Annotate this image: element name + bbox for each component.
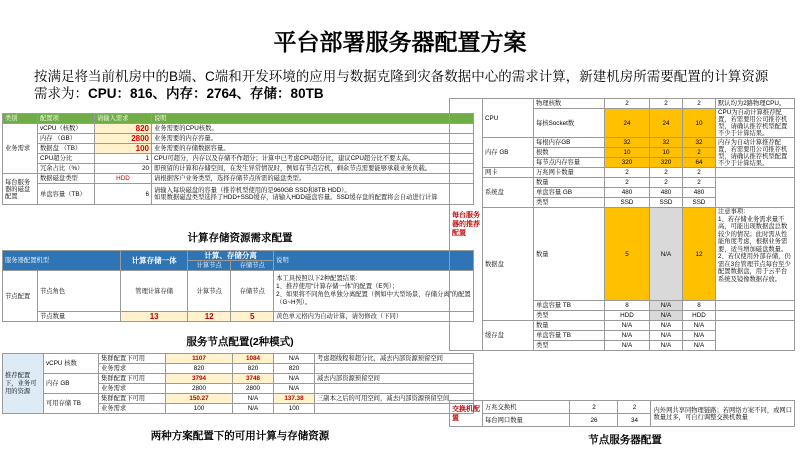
- t4-val: 2: [605, 168, 650, 178]
- t1-group: 每台服务器的磁盘配置: [3, 174, 38, 205]
- t3-key: 可用存储 TB: [44, 394, 99, 414]
- intro-requirement: CPU：816、内存：2764、存储：80TB: [88, 86, 324, 101]
- t1-header: 说明: [152, 114, 474, 124]
- t4-val: 2: [650, 99, 683, 109]
- t3-sub: 业务需求: [99, 404, 166, 414]
- t3-sub: 集群配置下可用: [99, 374, 166, 384]
- t4-desc: 内外网共享同物理链路；若网络方案不同，或网口数量过多，可自行调整交换机数量: [651, 401, 795, 427]
- t3-val: 820: [166, 364, 233, 374]
- t2-role: 管理计算存储: [121, 271, 188, 312]
- t4-val: HDD: [683, 311, 716, 321]
- t4-cat: CPU: [483, 99, 534, 138]
- t4-key: 单盘容量 TB: [534, 331, 605, 341]
- available-resources-table: [2, 353, 474, 414]
- t3-key: 内存 GB: [44, 374, 99, 394]
- t4-val: 34: [618, 414, 651, 427]
- t4-val: 64: [683, 158, 716, 168]
- t4-val: 2: [683, 148, 716, 158]
- t4-note-line: 1、若存储业务需求量不高，可能出现数据盘总数较少的情况；此时需从性能角度考虑，根据业务需要，适当增加磁盘数量。: [718, 215, 788, 253]
- t3-val: 820: [274, 364, 315, 374]
- t4-val: N/A: [650, 301, 683, 311]
- node-config-table: [2, 250, 474, 322]
- t3-val: 100: [166, 404, 233, 414]
- t3-desc: 三副本之后的可用空间，减去内部资源预留空间: [315, 394, 474, 404]
- t1-value[interactable]: 20: [95, 164, 152, 174]
- t3-val: 137.38: [274, 394, 315, 404]
- t2-subheader: 计算节点: [188, 261, 231, 271]
- t1-desc: 业务需要的存储数据容量。: [152, 144, 474, 154]
- t1-desc: 业务需要的CPU核数。: [152, 124, 474, 134]
- t1-item: 冗余占比（%）: [38, 164, 95, 174]
- t2-label: 节点数量: [38, 312, 121, 322]
- t4-desc: [716, 168, 795, 178]
- t4-val: 8: [605, 301, 650, 311]
- t4-val: 480: [650, 188, 683, 198]
- t3-val: N/A: [274, 374, 315, 384]
- t2-count: 12: [188, 312, 231, 322]
- t3-val: 100: [274, 404, 315, 414]
- t4-val: SSD: [605, 198, 650, 208]
- t4-key: 万兆网卡数量: [534, 168, 605, 178]
- t4-key: 根数: [534, 148, 605, 158]
- t1-item: vCPU（核数）: [38, 124, 95, 134]
- t3-val: 150.27: [166, 394, 233, 404]
- t2-role: 计算节点: [188, 271, 231, 312]
- t4-key: 每台网口数量: [483, 414, 570, 427]
- t4-val: 320: [605, 158, 650, 168]
- t4-key: 类型: [534, 198, 605, 208]
- t4-key: 数量: [534, 321, 605, 331]
- t2-header: 计算存储一体: [121, 251, 188, 271]
- t4-val: 32: [605, 138, 650, 148]
- t2-subheader: 存储节点: [231, 261, 274, 271]
- resource-requirement-table: [2, 113, 474, 205]
- t3-caption: 两种方案配置下的可用计算与存储资源: [150, 430, 330, 442]
- t4-val: N/A: [683, 341, 716, 351]
- t2-desc: [274, 271, 474, 312]
- t3-val: N/A: [274, 384, 315, 394]
- t4-val: HDD: [605, 311, 650, 321]
- t4-val: 2: [683, 99, 716, 109]
- t1-desc-line: 请输入每块磁盘的容量（推荐机型使用的是960GB SSD和8TB HDD）。: [154, 187, 351, 194]
- page-title: 平台部署服务器配置方案: [273, 29, 527, 55]
- t1-desc: 即预留的计算和存储空间，在发生异常情况时，例如有节点宕机，剩余节点需要能够承载业务负载。: [152, 164, 474, 174]
- t1-desc: [152, 184, 474, 205]
- t4-cat: 网卡: [483, 168, 534, 178]
- t3-val: 3748: [233, 374, 274, 384]
- t3-sub: 集群配置下可用: [99, 394, 166, 404]
- t1-value[interactable]: HDD: [95, 174, 152, 184]
- t4-key: 数量: [534, 208, 605, 301]
- t4-caption: 节点服务器配置: [588, 434, 662, 446]
- t4-desc: 默认均为2路物理CPU。: [716, 99, 795, 109]
- t4-note-line: 注意事项：: [718, 208, 750, 215]
- t4-val: 10: [683, 109, 716, 138]
- t4-key: 每核Socket数: [534, 109, 605, 138]
- t1-header: 请输入需求: [95, 114, 152, 124]
- t4-val: 480: [683, 188, 716, 198]
- t4-val: 2: [570, 401, 618, 414]
- t4-val: N/A: [650, 341, 683, 351]
- t2-desc-line: 本工具按照以下2种配置结果:: [276, 275, 357, 282]
- t4-key: 类型: [534, 311, 605, 321]
- t2-header: 说明: [274, 251, 474, 271]
- t4-val: N/A: [650, 208, 683, 301]
- t4-val: 32: [650, 138, 683, 148]
- t3-val: 3794: [166, 374, 233, 384]
- t3-val: 1107: [166, 354, 233, 364]
- t4-side-label: 每台服务器的推荐配置: [450, 99, 483, 351]
- t4-side2-label: 交换机配置: [450, 401, 483, 427]
- t1-caption: 计算存储资源需求配置: [187, 232, 293, 244]
- t4-desc: [716, 311, 795, 321]
- t4-val: N/A: [605, 331, 650, 341]
- t4-cat: 缓存盘: [483, 321, 534, 351]
- t3-key: vCPU 核数: [44, 354, 99, 374]
- t3-val: N/A: [233, 394, 274, 404]
- t2-count: 13: [121, 312, 188, 322]
- t4-desc: 内存为自动计算推荐配置，若需要用公司推荐机型，请确认推荐机型配置不少于计算结果。: [716, 138, 795, 168]
- t4-val: N/A: [650, 311, 683, 321]
- t1-group: 业务需求: [3, 124, 38, 174]
- t1-value[interactable]: 820: [95, 124, 152, 134]
- t4-key: 万兆交换机: [483, 401, 570, 414]
- t3-desc: 考虑超线程和超分比，减去内部资源预留空间: [315, 354, 474, 364]
- t2-header: 服务器配置机型: [3, 251, 121, 271]
- t4-cat: 系统盘: [483, 178, 534, 208]
- t4-desc: [716, 178, 795, 208]
- t4-val: N/A: [605, 321, 650, 331]
- t4-val: 5: [605, 208, 650, 301]
- t1-item: 数据盘 （TB）: [38, 144, 95, 154]
- t4-val: N/A: [605, 341, 650, 351]
- t1-item: CPU超分比: [38, 154, 95, 164]
- t4-val: N/A: [683, 331, 716, 341]
- t2-note: 黄色单元格内为自动计算，请勿修改（下同）: [274, 312, 474, 322]
- t4-key: 每根内存GB: [534, 138, 605, 148]
- t4-notes: [716, 208, 795, 301]
- t4-val: 2: [605, 178, 650, 188]
- t3-val: N/A: [233, 404, 274, 414]
- t3-val: 2800: [166, 384, 233, 394]
- t4-val: 2: [650, 178, 683, 188]
- intro-text: 按满足将当前机房中的B端、C端和开发环境的应用与数据克隆到灾备数据中心的需求计算，新建机房所需要配置的计算资源需求为：: [34, 69, 769, 101]
- t4-val: 2: [605, 99, 650, 109]
- t1-value[interactable]: 1: [95, 154, 152, 164]
- t3-val: 820: [233, 364, 274, 374]
- t4-key: 数量: [534, 178, 605, 188]
- t4-val: N/A: [650, 321, 683, 331]
- t3-group: 推荐配置下，业务可用的资源: [3, 354, 44, 414]
- t1-value[interactable]: 100: [95, 144, 152, 154]
- t4-key: 单盘容量 TB: [534, 301, 605, 311]
- t4-key: 物理核数: [534, 99, 605, 109]
- t1-desc: 请根据客户业务类型，选择存储节点所需的磁盘类型。: [152, 174, 474, 184]
- server-config-table: [449, 98, 795, 351]
- t4-val: N/A: [650, 331, 683, 341]
- t2-desc-line: 2、如果将不同角色单独分离配置（例如中大型场景，存储分离”的配置（G~H列）。: [276, 291, 471, 306]
- t1-item: 单盘容量（TB）: [38, 184, 95, 205]
- t1-value[interactable]: 2800: [95, 134, 152, 144]
- t4-cat: 数据盘: [483, 208, 534, 321]
- t1-header: 配置项: [38, 114, 95, 124]
- intro-paragraph: [34, 68, 779, 102]
- t4-val: N/A: [683, 321, 716, 331]
- t4-desc: [716, 321, 795, 351]
- t4-key: 单盘容量 GB: [534, 188, 605, 198]
- t4-val: 10: [605, 148, 650, 158]
- t3-sub: 业务需求: [99, 364, 166, 374]
- t2-header: 计算、存储分离: [188, 251, 274, 261]
- t2-desc-line: 1、推荐使用“计算存储一体”的配置（E列）；: [276, 283, 399, 290]
- t3-val: 2800: [233, 384, 274, 394]
- t4-val: SSD: [683, 198, 716, 208]
- t4-val: 10: [650, 148, 683, 158]
- t2-count: 5: [231, 312, 274, 322]
- t4-key: 类型: [534, 341, 605, 351]
- t1-item: 数据磁盘类型: [38, 174, 95, 184]
- t4-val: 2: [683, 168, 716, 178]
- t3-val: 1084: [233, 354, 274, 364]
- t4-note-line: 2、若仅使用外部存储，仍需在3台管理节点每台至少配置数据盘，用于云平台系统及镜像数据存放。: [718, 253, 791, 283]
- t4-desc: CPU为自动计算推荐配置，若需要用公司推荐机型，请确认推荐机型配置不少于计算结果。: [716, 109, 795, 138]
- t3-sub: 业务需求: [99, 384, 166, 394]
- t4-val: 2: [618, 401, 651, 414]
- t1-item: 内存 （GB）: [38, 134, 95, 144]
- t4-val: 26: [570, 414, 618, 427]
- t4-cat: 内存 GB: [483, 138, 534, 168]
- t2-role: 存储节点: [231, 271, 274, 312]
- t1-desc-line: 如果数据磁盘类型选择了HDD+SSD缓存，请输入HDD磁盘容量。SSD缓存盘的配置将会自动进行计算: [154, 194, 438, 201]
- t3-desc: 减去内部资源预留空间: [315, 374, 474, 384]
- t4-key: 每节点内存容量: [534, 158, 605, 168]
- t4-val: 320: [650, 158, 683, 168]
- t4-val: 8: [683, 301, 716, 311]
- t4-val: 32: [683, 138, 716, 148]
- t3-desc: [315, 384, 474, 394]
- t2-label: 节点角色: [38, 271, 121, 312]
- t4-val: 480: [605, 188, 650, 198]
- t3-desc: [315, 364, 474, 374]
- t4-desc: [716, 301, 795, 311]
- t1-header: 类别: [3, 114, 38, 124]
- t4-val: 2: [650, 168, 683, 178]
- t4-val: 24: [605, 109, 650, 138]
- switch-config-table: [449, 400, 795, 427]
- t4-val: SSD: [650, 198, 683, 208]
- t1-desc: CPU可超分，内存以及存储不作超分；计算中已考虑CPU超分比，建议CPU超分比不要太高。: [152, 154, 474, 164]
- t1-value[interactable]: 6: [95, 184, 152, 205]
- t1-desc: 业务需要的内存容量。: [152, 134, 474, 144]
- t2-group: 节点配置: [3, 271, 38, 322]
- t3-val: N/A: [274, 354, 315, 364]
- t2-caption: 服务节点配置(2种模式): [186, 336, 294, 348]
- t4-val: 2: [683, 178, 716, 188]
- t4-val: 12: [683, 208, 716, 301]
- t4-val: 24: [650, 109, 683, 138]
- t3-sub: 集群配置下可用: [99, 354, 166, 364]
